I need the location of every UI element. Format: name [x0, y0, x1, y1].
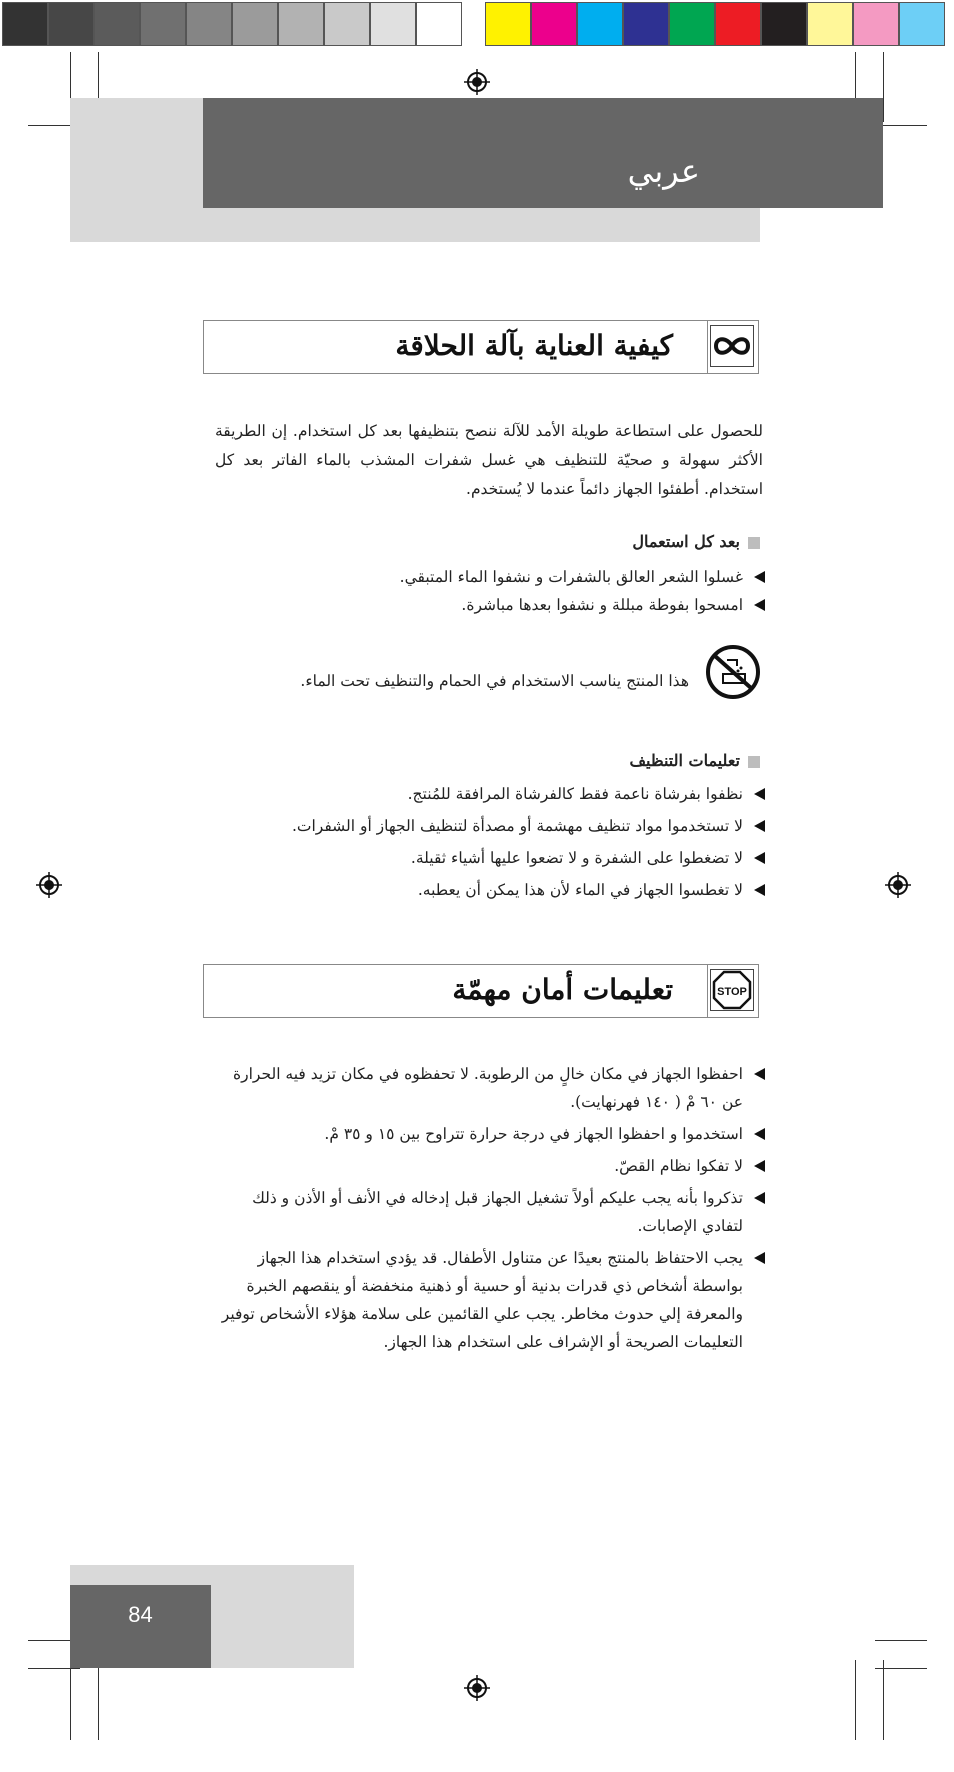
triangle-bullet-icon: [754, 599, 765, 611]
no-shower-icon: [705, 644, 761, 700]
crop-mark: [855, 52, 856, 104]
crop-mark: [875, 1640, 927, 1641]
cleaning-heading: تعليمات التنظيف: [629, 751, 760, 770]
color-swatch: [485, 2, 531, 46]
triangle-bullet-icon: [754, 820, 765, 832]
list-item: لا تستخدموا مواد تنظيف مهشمة أو مصدأة لتنظيف الجهاز أو الشفرات.: [200, 810, 765, 842]
svg-text:STOP: STOP: [717, 986, 747, 998]
triangle-bullet-icon: [754, 884, 765, 896]
shower-note: هذا المنتج يناسب الاستخدام في الحمام والتنظيف تحت الماء.: [300, 672, 689, 690]
registration-mark-icon: [464, 1675, 490, 1701]
color-swatch: [761, 2, 807, 46]
crop-mark: [70, 1660, 71, 1740]
color-swatch: [853, 2, 899, 46]
gray-swatch: [48, 2, 94, 46]
color-swatch: [715, 2, 761, 46]
crop-mark: [98, 52, 99, 104]
gray-swatch: [94, 2, 140, 46]
list-item: يجب الاحتفاظ بالمنتج بعيدًا عن متناول الأطفال. قد يؤدي استخدام هذا الجهاز بواسطة أشخاص ذي قدرات بدنية أو حسية أو ذهنية منخفضة أو ينقصهم الخبرة والمعرفة إلي حدوث مخاطر. يجب علي القائمين على سلامة هؤلاء الأشخاص توفير التعليمات الصريحة أو الإشراف على استخدام هذا الجهاز.: [212, 1244, 765, 1356]
care-intro: للحصول على استطاعة طويلة الأمد للآلة ننصح بتنظيفها بعد كل استخدام. إن الطريقة الأكثر سهولة و صحيّة للتنظيف هي غسل شفرات المشذب بالماء الفاتر بعد كل استخدام. أطفئوا الجهاز دائماً عندما لا يُستخدم.: [215, 422, 763, 498]
list-item: نظفوا بفرشاة ناعمة فقط كالفرشاة المرافقة للمُنتج.: [200, 778, 765, 810]
color-swatch: [623, 2, 669, 46]
gray-swatch: [278, 2, 324, 46]
heading-square-icon: [748, 537, 760, 549]
registration-mark-icon: [36, 872, 62, 898]
list-item: احفظوا الجهاز في مكان خالٍ من الرطوبة. لا تحفظوه في مكان تزيد فيه الحرارة عن ٦٠ مْ ( ١٤٠ فهرنهايت).: [212, 1060, 765, 1116]
gray-swatch: [416, 2, 462, 46]
list-item: لا تضغطوا على الشفرة و لا تضعوا عليها أشياء ثقيلة.: [200, 842, 765, 874]
color-swatch: [899, 2, 945, 46]
crop-mark: [28, 1668, 80, 1669]
cleaning-list: [200, 778, 765, 906]
list-item: غسلوا الشعر العالق بالشفرات و نشفوا الماء المتبقي.: [200, 563, 765, 591]
color-calibration-strip: [0, 0, 954, 50]
header-band-dark: [203, 98, 883, 208]
after-use-list: [200, 563, 765, 619]
crop-mark: [855, 1660, 856, 1740]
triangle-bullet-icon: [754, 788, 765, 800]
safety-section-title: تعليمات أمان مهمّة: [452, 973, 673, 1006]
color-swatch: [669, 2, 715, 46]
gray-swatch: [324, 2, 370, 46]
gray-swatch: [140, 2, 186, 46]
registration-mark-icon: [464, 69, 490, 95]
header-divider: [707, 321, 709, 373]
safety-section-header: [203, 964, 759, 1018]
gray-swatch: [186, 2, 232, 46]
after-use-heading: بعد كل استعمال: [632, 532, 760, 551]
page-number: 84: [128, 1602, 153, 1627]
list-item: تذكروا بأنه يجب عليكم أولاً تشغيل الجهاز قبل إدخاله في الأنف أو الأذن و ذلك لتفادي الإصابات.: [212, 1184, 765, 1240]
triangle-bullet-icon: [754, 1192, 765, 1204]
list-item: استخدموا و احفظوا الجهاز في درجة حرارة تتراوح بين ١٥ و ٣٥ مْ.: [212, 1120, 765, 1148]
registration-mark-icon: [885, 872, 911, 898]
gray-swatch: [232, 2, 278, 46]
list-item: لا تفكوا نظام القصّ.: [212, 1152, 765, 1180]
gray-swatch: [370, 2, 416, 46]
crop-mark: [98, 1660, 99, 1740]
list-item: لا تغطسوا الجهاز في الماء لأن هذا يمكن أن يعطبه.: [200, 874, 765, 906]
triangle-bullet-icon: [754, 1128, 765, 1140]
crop-mark: [883, 52, 884, 122]
list-item: امسحوا بفوطة مبللة و نشفوا بعدها مباشرة.: [200, 591, 765, 619]
triangle-bullet-icon: [754, 1252, 765, 1264]
triangle-bullet-icon: [754, 571, 765, 583]
care-section-title: كيفية العناية بآلة الحلاقة: [395, 329, 673, 362]
gray-swatch: [2, 2, 48, 46]
triangle-bullet-icon: [754, 852, 765, 864]
header-divider: [707, 965, 709, 1017]
care-section-header: [203, 320, 759, 374]
stop-sign-icon: [710, 969, 754, 1011]
color-swatch: [807, 2, 853, 46]
color-swatch: [531, 2, 577, 46]
triangle-bullet-icon: [754, 1160, 765, 1172]
infinity-icon: [710, 325, 754, 367]
heading-square-icon: [748, 756, 760, 768]
language-title: عربي: [627, 152, 700, 190]
triangle-bullet-icon: [754, 1068, 765, 1080]
color-swatch: [577, 2, 623, 46]
crop-mark: [883, 1660, 884, 1740]
safety-list: [212, 1060, 765, 1356]
